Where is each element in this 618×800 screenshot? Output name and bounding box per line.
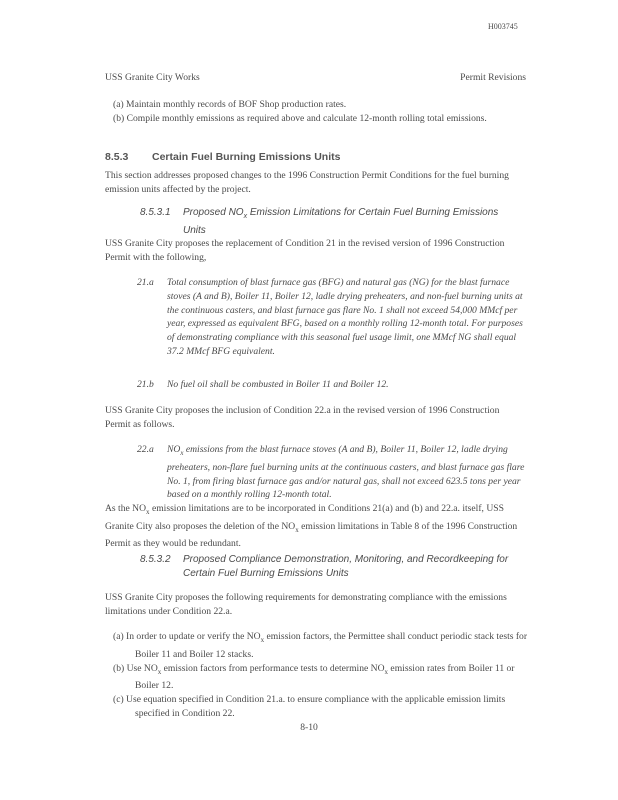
condition-text: No fuel oil shall be combusted in Boiler 11 and Boiler 12. (167, 379, 389, 390)
list-item (113, 662, 538, 694)
subsection-heading-1 (140, 206, 500, 238)
subscript: x (180, 448, 184, 457)
condition-21b (137, 378, 532, 392)
text: (c) Use equation specified in Condition 21.a. to ensure compliance with the applicable emission limits specified in Condition 22. (113, 694, 506, 719)
text: NO (167, 444, 181, 455)
compliance-list (113, 630, 538, 721)
condition-text: Total consumption of blast furnace gas (BFG) and natural gas (NG) for the blast furnace stoves (A and B), Boiler 11, Boiler 12, ladle drying preheaters, and non-fuel burning units at the continuous casters, and blast furnace gas flare No. 1 shall not exceed 54,000 MMcf per year, expressed as equivalent BFG, based on a monthly rolling 12-month total. For purposes of demonstrating compliance with this seasonal fuel usage limit, one MMcf NG shall equal 37.2 MMcf BFG equivalent. (167, 277, 523, 357)
subsection-title-cont: Emission Limitations for Certain Fuel Burning Emissions Units (183, 207, 499, 236)
paragraph-compliance: USS Granite City proposes the following requirements for demonstrating compliance with the emissions limitations under Condition 22.a. (105, 592, 507, 617)
header-right: Permit Revisions (460, 72, 526, 83)
list-item (113, 693, 538, 721)
condition-22a (137, 443, 537, 502)
condition-21a (137, 276, 532, 359)
text: (a) In order to update or verify the NO (113, 631, 261, 642)
text: emission factors from performance tests to determine NO (161, 662, 385, 674)
subsection-number: 8.5.3.1 (140, 207, 171, 218)
subsection-title: Proposed NO (183, 207, 244, 218)
subscript: x (157, 667, 162, 676)
subscript: x (146, 507, 150, 516)
list-item: (a) Maintain monthly records of BOF Shop production rates. (113, 99, 347, 110)
header-left: USS Granite City Works (105, 72, 200, 83)
subsection-heading-2 (140, 553, 540, 581)
text: emissions from the blast furnace stoves (A and B), Boiler 11, Boiler 12, ladle drying preheaters, non-flare fuel burning units at the continuous casters, and blast furnace gas flare No. 1, from firing blast furnace gas and/or natural gas, shall not exceed 623.5 tons per year based on a monthly rolling 12-month total. (167, 444, 525, 501)
condition-text (167, 443, 537, 502)
list-item (113, 630, 538, 662)
condition-label: 21.b (137, 379, 154, 390)
section-title: Certain Fuel Burning Emissions Units (152, 151, 341, 163)
paragraph-deletion (105, 502, 530, 551)
subsection-number: 8.5.3.2 (140, 554, 171, 565)
section-number: 8.5.3 (105, 151, 129, 163)
text: As the NO (105, 503, 147, 514)
text: emission limitations in Table 8 of the 1996 Construction Permit as they would be redundant. (105, 520, 518, 550)
section-heading (105, 151, 341, 163)
subscript: x (243, 213, 248, 220)
section-intro: This section addresses proposed changes to the 1996 Construction Permit Conditions for the fuel burning emission units affected by the project. (105, 170, 509, 195)
document-id: H003745 (488, 22, 518, 31)
subscript: x (384, 667, 389, 676)
subscript: x (260, 635, 265, 644)
condition-label: 21.a (137, 277, 154, 288)
page-number: 8-10 (300, 722, 318, 733)
text: emission limitations are to be incorporated in Conditions 21(a) and (b) and 22.a. itself, USS Granite City also proposes the deletion of the NO (105, 503, 504, 532)
text: (b) Use NO (113, 662, 158, 674)
list-item: (b) Compile monthly emissions as required above and calculate 12-month rolling total emissions. (113, 112, 487, 124)
text: emission rates from Boiler 11 or Boiler 12. (135, 662, 515, 692)
subsection-title: Proposed Compliance Demonstration, Monitoring, and Recordkeeping for Certain Fuel Burning Emissions Units (183, 554, 509, 579)
paragraph-condition-22: USS Granite City proposes the inclusion of Condition 22.a in the revised version of 1996 Construction Permit as follows. (105, 405, 500, 430)
paragraph-condition-21: USS Granite City proposes the replacement of Condition 21 in the revised version of 1996 Construction Permit with the following, (105, 238, 505, 263)
records-list (113, 98, 513, 126)
subscript: x (295, 525, 299, 534)
text: emission factors, the Permittee shall conduct periodic stack tests for Boiler 11 and Boiler 12 stacks. (135, 631, 528, 660)
condition-label: 22.a (137, 444, 154, 455)
